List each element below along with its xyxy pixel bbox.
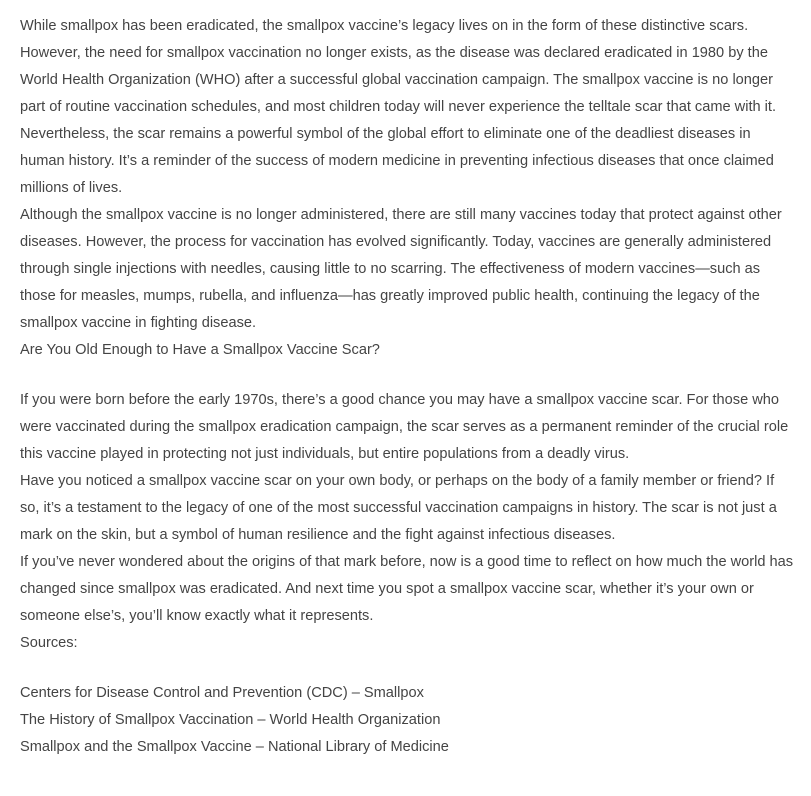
article-body xyxy=(20,13,795,761)
section-heading: Are You Old Enough to Have a Smallpox Vaccine Scar? xyxy=(20,342,380,358)
source-item: Centers for Disease Control and Prevention (CDC) – Smallpox xyxy=(20,685,424,701)
article-paragraph: If you’ve never wondered about the origins of that mark before, now is a good time to reflect on how much the world has changed since smallpox was eradicated. And next time you spot a smallpox vaccine scar, whether it’s your own or someone else’s, you’ll know exactly what it represents. xyxy=(20,554,794,624)
article-paragraph: Have you noticed a smallpox vaccine scar on your own body, or perhaps on the body of a family member or friend? If so, it’s a testament to the legacy of one of the most successful vaccination campaigns in history. The scar is not just a mark on the skin, but a symbol of human resilience and the fight against infectious diseases. xyxy=(20,473,777,543)
sources-label: Sources: xyxy=(20,635,78,651)
article-paragraph: While smallpox has been eradicated, the smallpox vaccine’s legacy lives on in the form of these distinctive scars. However, the need for smallpox vaccination no longer exists, as the disease was declared eradicated in 1980 by the World Health Organization (WHO) after a successful global vaccination campaign. The smallpox vaccine is no longer part of routine vaccination schedules, and most children today will never experience the telltale scar that came with it. xyxy=(20,18,777,115)
article-paragraph: If you were born before the early 1970s, there’s a good chance you may have a smallpox vaccine scar. For those who were vaccinated during the smallpox eradication campaign, the scar serves as a permanent reminder of the crucial role this vaccine played in protecting not just individuals, but entire populations from a deadly virus. xyxy=(20,392,789,462)
sources-spacer xyxy=(20,657,795,680)
article-paragraph: Although the smallpox vaccine is no longer administered, there are still many vaccines today that protect against other diseases. However, the process for vaccination has evolved significantly. Today, vaccines are generally administered through single injections with needles, causing little to no scarring. The effectiveness of modern vaccines—such as those for measles, mumps, rubella, and influenza—has greatly improved public health, continuing the legacy of the smallpox vaccine in fighting disease. xyxy=(20,207,782,331)
source-item: The History of Smallpox Vaccination – World Health Organization xyxy=(20,712,441,728)
paragraph-spacer xyxy=(20,364,795,387)
source-item: Smallpox and the Smallpox Vaccine – National Library of Medicine xyxy=(20,739,449,755)
article-paragraph: Nevertheless, the scar remains a powerful symbol of the global effort to eliminate one of the deadliest diseases in human history. It’s a reminder of the success of modern medicine in preventing infectious diseases that once claimed millions of lives. xyxy=(20,126,774,196)
